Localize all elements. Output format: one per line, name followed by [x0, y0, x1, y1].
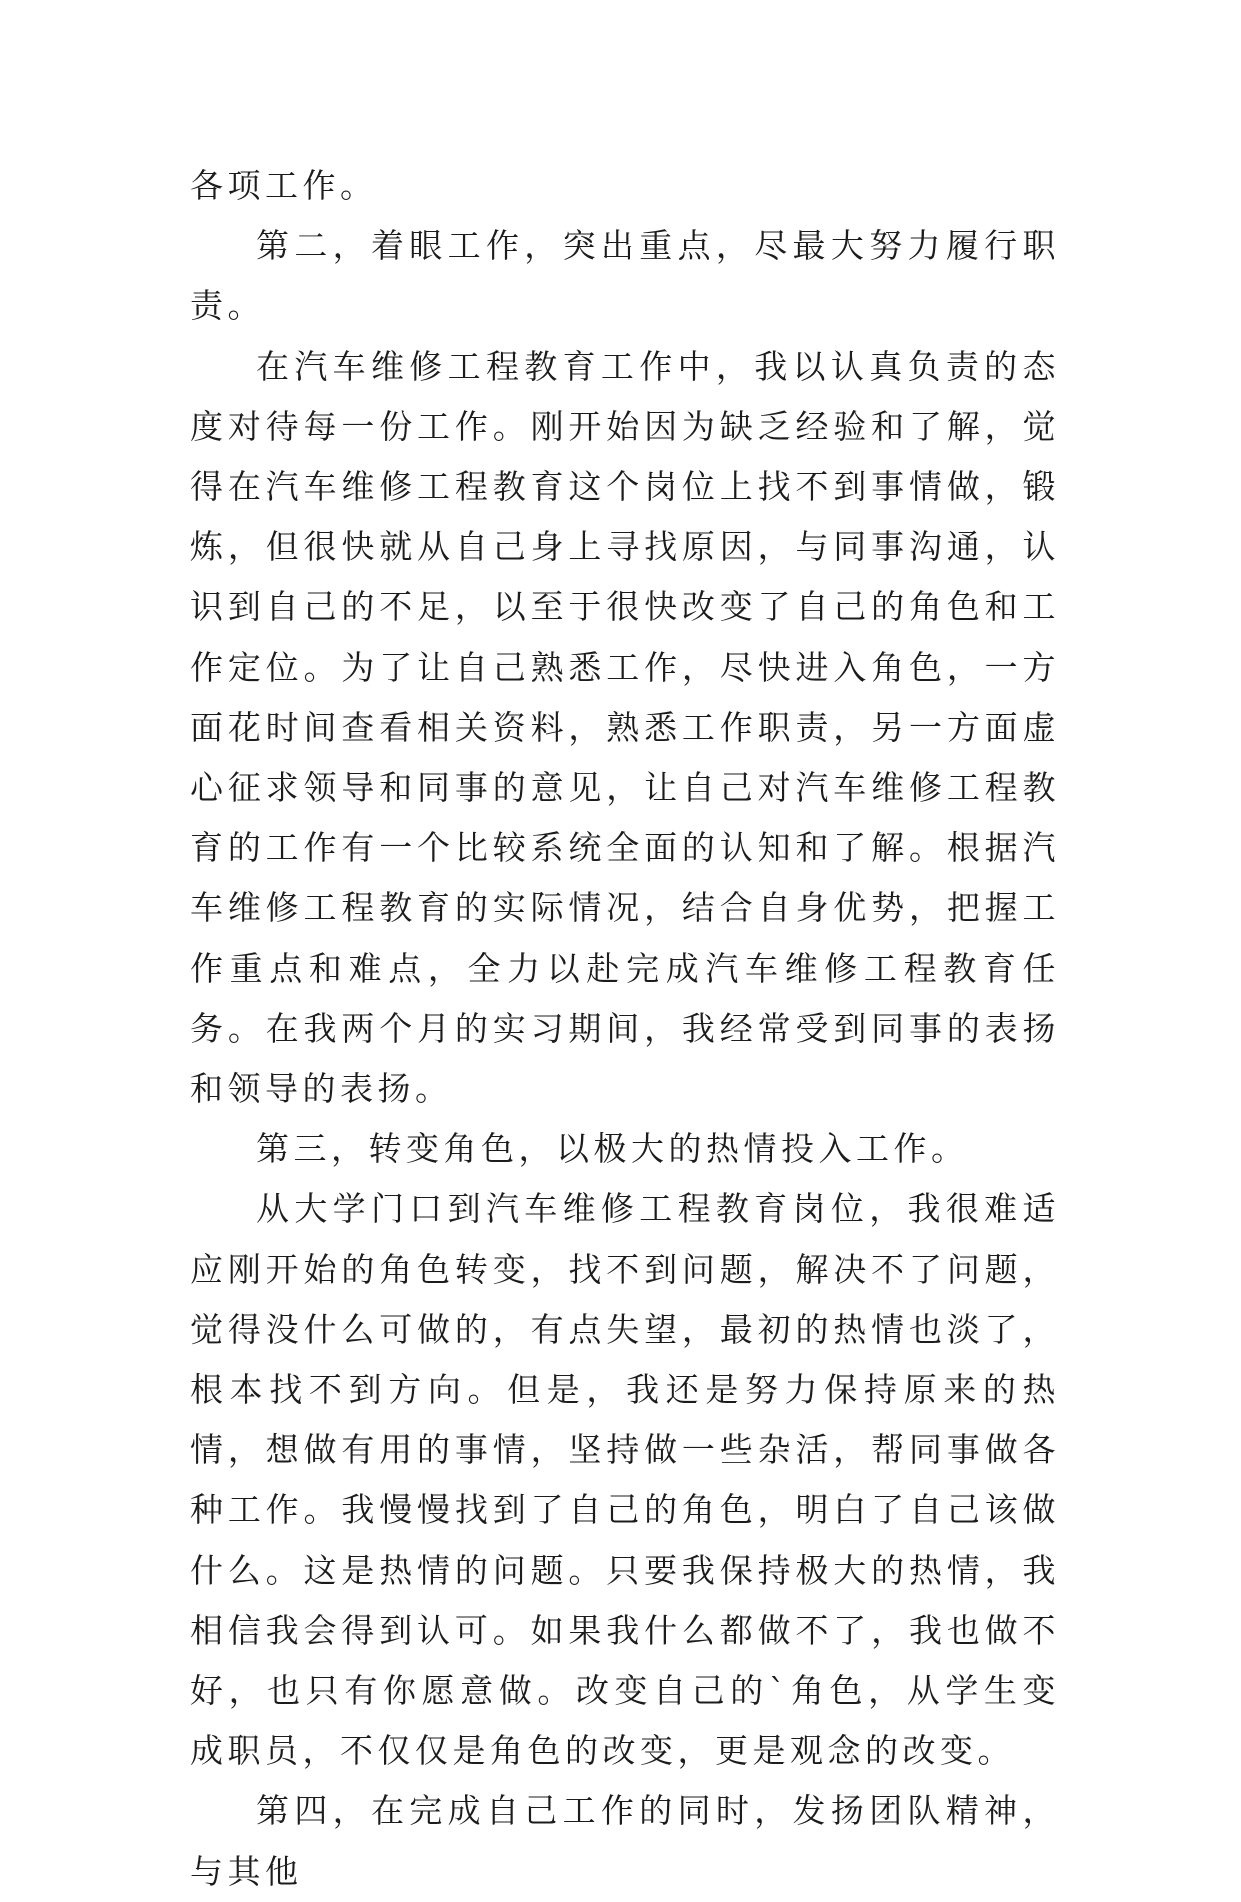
paragraph-5: 从大学门口到汽车维修工程教育岗位，我很难适应刚开始的角色转变，找不到问题，解决不了问题，觉得没什么可做的，有点失望，最初的热情也淡了，根本找不到方向。但是，我还是努力保持原来的热情，想做有用的事情，坚持做一些杂活，帮同事做各种工作。我慢慢找到了自己的角色，明白了自己该做什么。这是热情的问题。只要我保持极大的热情，我相信我会得到认可。如果我什么都做不了，我也做不好，也只有你愿意做。改变自己的`角色，从学生变成职员，不仅仅是角色的改变，更是观念的改变。 [190, 1189, 1060, 1771]
paragraph-1: 各项工作。 [190, 166, 378, 205]
document-body [190, 156, 1060, 1902]
paragraph-4-heading: 第三，转变角色，以极大的热情投入工作。 [256, 1129, 969, 1169]
paragraph-2-heading: 第二，着眼工作，突出重点，尽最大努力履行职责。 [190, 226, 1060, 326]
paragraph-3: 在汽车维修工程教育工作中，我以认真负责的态度对待每一份工作。刚开始因为缺乏经验和了解，觉得在汽车维修工程教育这个岗位上找不到事情做，锻炼，但很快就从自己身上寻找原因，与同事沟通，认识到自己的不足，以至于很快改变了自己的角色和工作定位。为了让自己熟悉工作，尽快进入角色，一方面花时间查看相关资料，熟悉工作职责，另一方面虚心征求领导和同事的意见，让自己对汽车维修工程教育的工作有一个比较系统全面的认知和了解。根据汽车维修工程教育的实际情况，结合自身优势，把握工作重点和难点，全力以赴完成汽车维修工程教育任务。在我两个月的实习期间，我经常受到同事的表扬和领导的表扬。 [190, 346, 1060, 1109]
paragraph-6-heading: 第四，在完成自己工作的同时，发扬团队精神，与其他 [190, 1791, 1060, 1891]
